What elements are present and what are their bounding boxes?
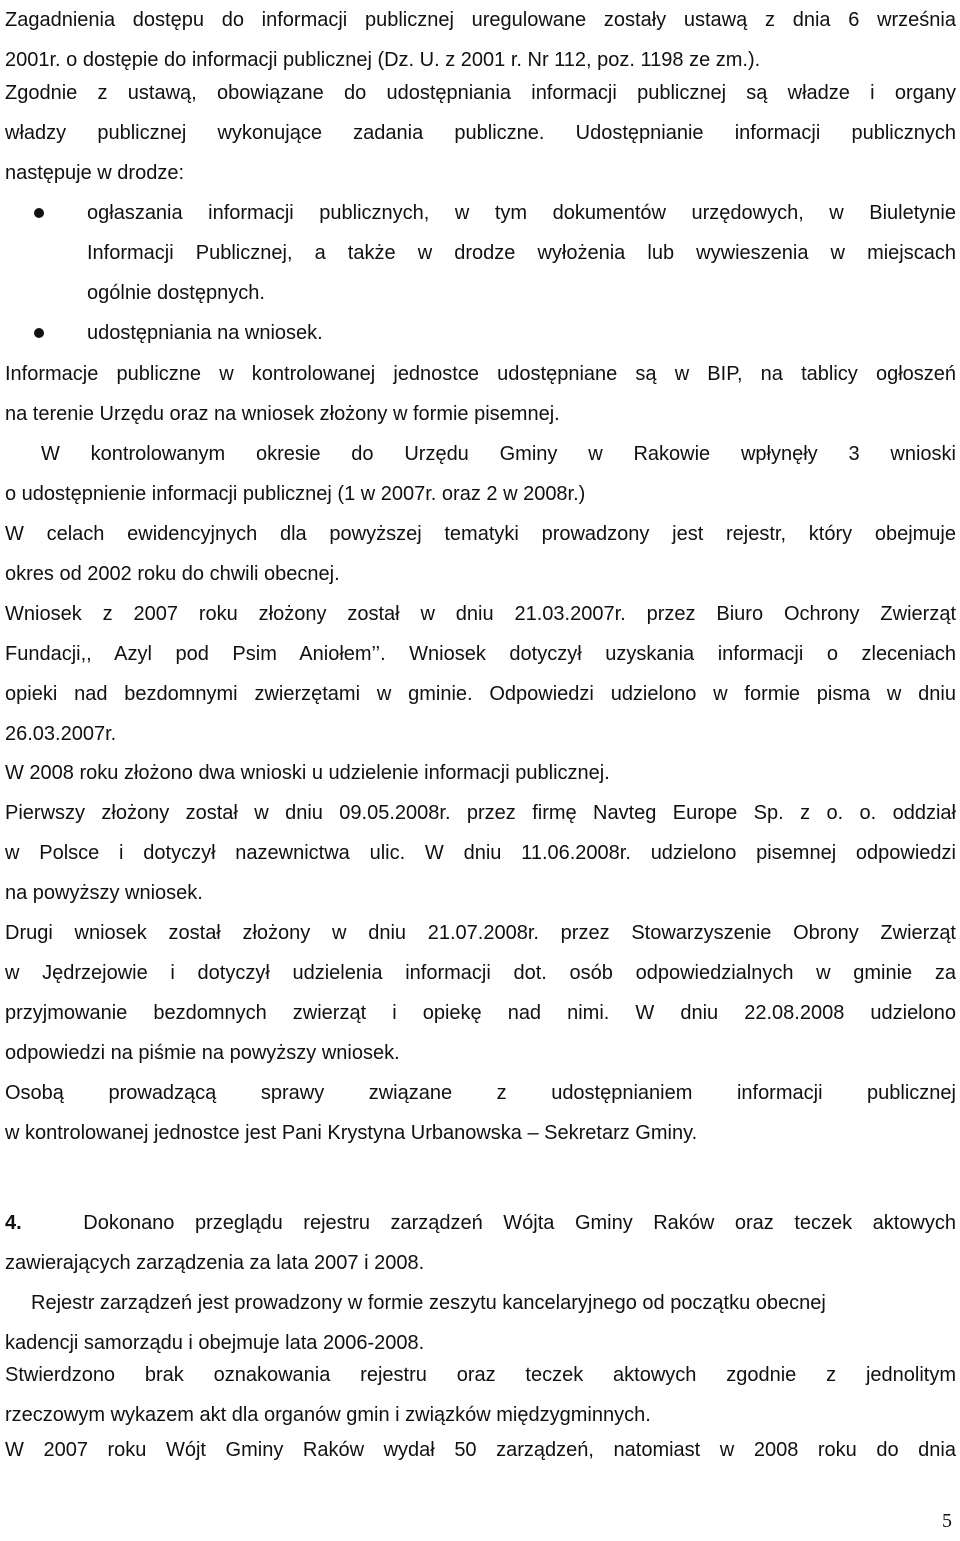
text-line: Zgodnie z ustawą, obowiązane do udostępniania informacji publicznej są władze i organy: [5, 82, 956, 104]
text-line: W kontrolowanym okresie do Urzędu Gminy w Rakowie wpłynęły 3 wnioski: [41, 443, 956, 465]
text-line: następuje w drodze:: [5, 162, 185, 184]
text-line: Drugi wniosek został złożony w dniu 21.07.2008r. przez Stowarzyszenie Obrony Zwierząt: [5, 922, 956, 944]
text-line: przyjmowanie bezdomnych zwierząt i opiekę nad nimi. W dniu 22.08.2008 udzielono: [5, 1002, 956, 1024]
paragraph-second-request: [5, 913, 956, 1073]
text-line: Rejestr zarządzeń jest prowadzony w formie zeszytu kancelaryjnego od początku obecnej: [31, 1292, 826, 1314]
text-line: W celach ewidencyjnych dla powyższej tematyki prowadzony jest rejestr, który obejmuje: [5, 523, 956, 545]
text-line: 2001r. o dostępie do informacji publicznej (Dz. U. z 2001 r. Nr 112, poz. 1198 ze zm.).: [5, 49, 761, 71]
section-4-intro: [5, 1203, 956, 1283]
paragraph-responsible-person: [5, 1073, 956, 1153]
text-line: Pierwszy złożony został w dniu 09.05.2008r. przez firmę Navteg Europe Sp. z o. o. oddział: [5, 802, 956, 824]
section-number: 4.: [5, 1212, 22, 1234]
text-line: rzeczowym wykazem akt dla organów gmin i związków międzygminnych.: [5, 1404, 651, 1426]
text-line: okres od 2002 roku do chwili obecnej.: [5, 563, 340, 585]
text-line: W 2007 roku Wójt Gminy Raków wydał 50 zarządzeń, natomiast w 2008 roku do dnia: [5, 1439, 956, 1461]
text-line: Wniosek z 2007 roku złożony został w dniu 21.03.2007r. przez Biuro Ochrony Zwierząt: [5, 603, 956, 625]
text-line: 26.03.2007r.: [5, 723, 117, 745]
paragraph-legal-basis: [5, 0, 956, 80]
text-line: zawierających zarządzenia za lata 2007 i 2008.: [5, 1252, 425, 1274]
paragraph-request-2007: [5, 594, 956, 754]
page-number: 5: [942, 1510, 952, 1532]
text-line: udostępniania na wniosek.: [87, 322, 323, 344]
text-line: Osobą prowadzącą sprawy związane z udostępnianiem informacji publicznej: [5, 1082, 956, 1104]
paragraph-no-marking: [5, 1355, 956, 1435]
paragraph-register-form: [5, 1283, 956, 1363]
paragraph-requests-count: [5, 434, 956, 514]
text-line: Zagadnienia dostępu do informacji publicznej uregulowane zostały ustawą z dnia 6 września: [5, 9, 956, 31]
text-line: ogłaszania informacji publicznych, w tym dokumentów urzędowych, w Biuletynie: [87, 202, 956, 224]
text-line: w Jędrzejowie i dotyczył udzielenia informacji dot. osób odpowiedzialnych w gminie za: [5, 962, 956, 984]
list-item: [87, 313, 956, 353]
paragraph-first-request: [5, 793, 956, 913]
text-line: na terenie Urzędu oraz na wniosek złożony w formie pisemnej.: [5, 403, 560, 425]
text-line: Informacje publiczne w kontrolowanej jednostce udostępniane są w BIP, na tablicy ogłoszeń: [5, 363, 956, 385]
text-line: władzy publicznej wykonujące zadania publiczne. Udostępnianie informacji publicznych: [5, 122, 956, 144]
text-line: Informacji Publicznej, a także w drodze wyłożenia lub wywieszenia w miejscach: [87, 242, 956, 264]
text-line: w Polsce i dotyczył nazewnictwa ulic. W dniu 11.06.2008r. udzielono pisemnej odpowiedzi: [5, 842, 956, 864]
text-line: W 2008 roku złożono dwa wnioski u udzielenie informacji publicznej.: [5, 762, 610, 784]
text-line: o udostępnienie informacji publicznej (1 w 2007r. oraz 2 w 2008r.): [5, 483, 586, 505]
section-4-text: Dokonano przeglądu rejestru zarządzeń Wójta Gminy Raków oraz teczek aktowych: [83, 1212, 957, 1234]
text-line: na powyższy wniosek.: [5, 882, 203, 904]
text-line: opieki nad bezdomnymi zwierzętami w gminie. Odpowiedzi udzielono w formie pisma w dniu: [5, 683, 956, 705]
text-line: kadencji samorządu i obejmuje lata 2006-2008.: [5, 1332, 425, 1354]
text-line: Fundacji,, Azyl pod Psim Aniołem’’. Wniosek dotyczył uzyskania informacji o zleceniach: [5, 643, 956, 665]
paragraph-requests-2008: [5, 753, 956, 793]
text-line: [5, 1203, 956, 1243]
text-line: Stwierdzono brak oznakowania rejestru oraz teczek aktowych zgodnie z jednolitym: [5, 1364, 956, 1386]
list-item: [87, 193, 956, 313]
text-line: ogólnie dostępnych.: [87, 282, 265, 304]
paragraph-register: [5, 514, 956, 594]
paragraph-obligated-bodies: [5, 73, 956, 193]
paragraph-bip: [5, 354, 956, 434]
text-line: odpowiedzi na piśmie na powyższy wniosek.: [5, 1042, 400, 1064]
paragraph-orders-count: [5, 1430, 956, 1470]
bullet-icon: [34, 328, 44, 338]
bullet-icon: [34, 208, 44, 218]
text-line: w kontrolowanej jednostce jest Pani Krystyna Urbanowska – Sekretarz Gminy.: [5, 1122, 698, 1144]
